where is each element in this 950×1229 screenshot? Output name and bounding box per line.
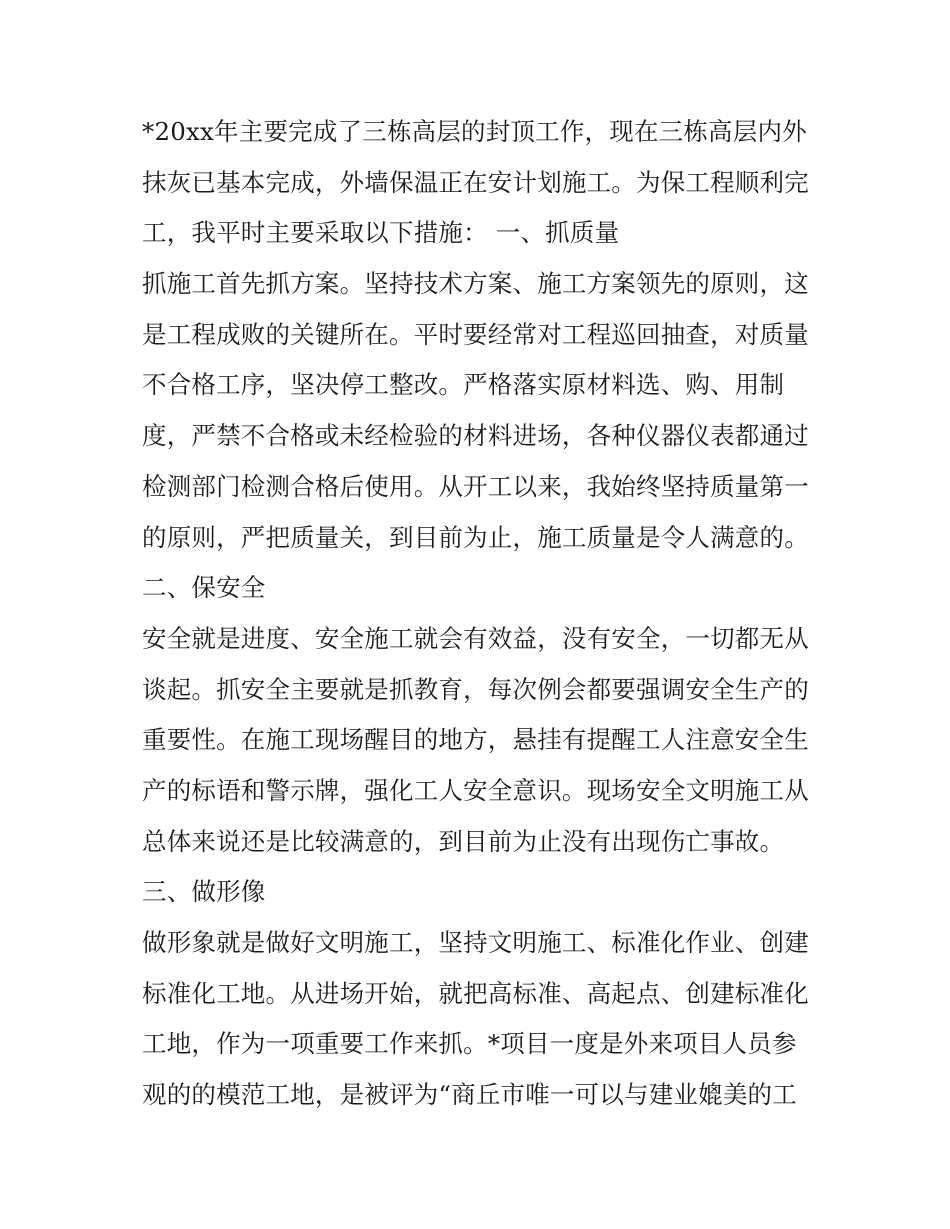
text-line: 总体来说还是比较满意的，到目前为止没有出现伤亡事故。 bbox=[142, 826, 785, 856]
text-line: 观的的模范工地，是被评为“商丘市唯一可以与建业媲美的工 bbox=[142, 1080, 797, 1110]
section-heading: 二、保安全 bbox=[142, 573, 266, 603]
document-body bbox=[142, 107, 822, 1121]
text-line: 度，严禁不合格或未经检验的材料进场，各种仪器仪表都通过 bbox=[142, 421, 809, 451]
text-line: 产的标语和警示牌，强化工人安全意识。现场安全文明施工从 bbox=[142, 775, 809, 805]
text-line: 工地，作为一项重要工作来抓。*项目一度是外来项目人员参 bbox=[142, 1029, 797, 1059]
section-heading: 三、做形像 bbox=[142, 877, 266, 907]
text-line: 工，我平时主要采取以下措施： 一、抓质量 bbox=[142, 218, 620, 248]
text-line: 是工程成败的关键所在。平时要经常对工程巡回抽查，对质量 bbox=[142, 319, 809, 349]
text-line: 的原则，严把质量关，到目前为止，施工质量是令人满意的。 bbox=[142, 522, 809, 552]
text-line: 抹灰已基本完成，外墙保温正在安计划施工。为保工程顺利完 bbox=[142, 167, 809, 197]
text-line: 检测部门检测合格后使用。从开工以来，我始终坚持质量第一 bbox=[142, 471, 809, 501]
text-line: 谈起。抓安全主要就是抓教育，每次例会都要强调安全生产的 bbox=[142, 674, 809, 704]
text-line: *20xx年主要完成了三栋高层的封顶工作，现在三栋高层内外 bbox=[142, 117, 807, 146]
text-line: 不合格工序，坚决停工整改。严格落实原材料选、购、用制 bbox=[142, 370, 785, 400]
text-line: 安全就是进度、安全施工就会有效益，没有安全，一切都无从 bbox=[142, 623, 809, 653]
text-line: 标准化工地。从进场开始，就把高标准、高起点、创建标准化 bbox=[142, 978, 809, 1008]
text-line: 重要性。在施工现场醒目的地方，悬挂有提醒工人注意安全生 bbox=[142, 725, 809, 755]
text-line: 做形象就是做好文明施工，坚持文明施工、标准化作业、创建 bbox=[142, 928, 809, 957]
text-line: 抓施工首先抓方案。坚持技术方案、施工方案领先的原则，这 bbox=[142, 269, 809, 299]
